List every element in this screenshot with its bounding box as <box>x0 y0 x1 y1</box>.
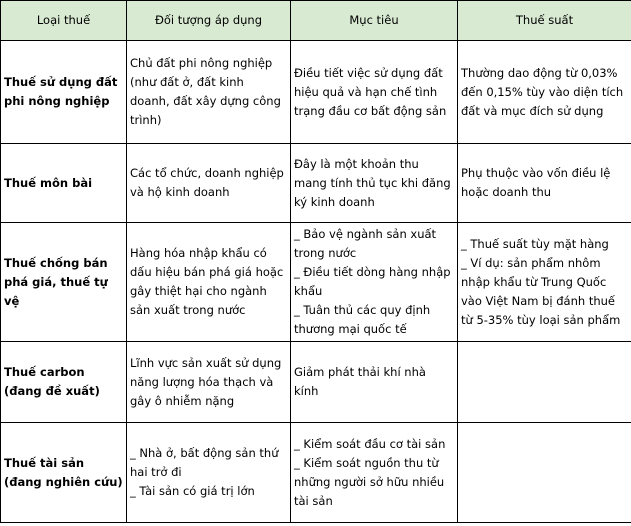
target-item: _ Tài sản có giá trị lớn <box>130 484 255 498</box>
target-cell: Hàng hóa nhập khẩu có dấu hiệu bán phá giá hoặc gây thiệt hại cho ngành sản xuất trong nước <box>127 223 291 342</box>
target-item: _ Nhà ở, bất động sản thứ hai trở đi <box>130 446 283 479</box>
rate-cell <box>458 223 631 342</box>
goal-item: _ Kiểm soát đầu cơ tài sản <box>294 436 446 451</box>
rate-item: _ Ví dụ: sản phẩm nhôm nhập khẩu từ Trung Quốc vào Việt Nam bị đánh thuế từ 5-35% tùy loại sản phẩm <box>461 255 621 327</box>
tax-type-cell <box>1 342 127 423</box>
table-row <box>1 41 631 144</box>
goal-cell: Điều tiết việc sử dụng đất hiệu quả và hạn chế tình trạng đầu cơ bất động sản <box>291 41 458 144</box>
target-cell <box>127 423 291 523</box>
tax-type-cell: Thuế môn bài <box>1 144 127 223</box>
table-row <box>1 342 631 423</box>
tax-type-cell <box>1 423 127 523</box>
tax-type-name: Thuế tài sản <box>4 455 85 470</box>
table-row <box>1 223 631 342</box>
tax-type-status: (đang đề xuất) <box>4 384 100 398</box>
table-row <box>1 423 631 523</box>
target-cell: Các tổ chức, doanh nghiệp và hộ kinh doanh <box>127 144 291 223</box>
tax-type-status: (đang nghiên cứu) <box>4 474 123 489</box>
goal-cell <box>291 223 458 342</box>
goal-item: _ Bảo vệ ngành sản xuất trong nước <box>294 227 440 260</box>
table-row <box>1 144 631 223</box>
goal-item: _ Kiểm soát nguồn thu từ những người sở hữu nhiều tài sản <box>294 455 448 508</box>
rate-cell <box>458 423 631 523</box>
target-cell: Chủ đất phi nông nghiệp (như đất ở, đất kinh doanh, đất xây dựng công trình) <box>127 41 291 144</box>
goal-item: _ Điều tiết dòng hàng nhập khẩu <box>294 265 455 298</box>
tax-type-cell: Thuế sử dụng đất phi nông nghiệp <box>1 41 127 144</box>
header-goal: Mục tiêu <box>291 1 458 41</box>
goal-cell: Giảm phát thải khí nhà kính <box>291 342 458 423</box>
goal-cell <box>291 423 458 523</box>
rate-item: _ Thuế suất tùy mặt hàng <box>461 236 609 251</box>
rate-cell: Thường dao động từ 0,03% đến 0,15% tùy vào diện tích đất và mục đích sử dụng <box>458 41 631 144</box>
rate-cell: Phụ thuộc vào vốn điều lệ hoặc doanh thu <box>458 144 631 223</box>
header-row <box>1 1 631 41</box>
goal-item: _ Tuân thủ các quy định thương mại quốc tế <box>294 303 434 336</box>
goal-cell: Đây là một khoản thu mang tính thủ tục khi đăng ký kinh doanh <box>291 144 458 223</box>
tax-type-cell: Thuế chống bán phá giá, thuế tự vệ <box>1 223 127 342</box>
header-rate: Thuế suất <box>458 1 631 41</box>
header-tax-type: Loại thuế <box>1 1 127 41</box>
rate-cell <box>458 342 631 423</box>
tax-type-name: Thuế carbon <box>4 365 85 379</box>
target-cell: Lĩnh vực sản xuất sử dụng năng lượng hóa thạch và gây ô nhiễm nặng <box>127 342 291 423</box>
header-target: Đối tượng áp dụng <box>127 1 291 41</box>
